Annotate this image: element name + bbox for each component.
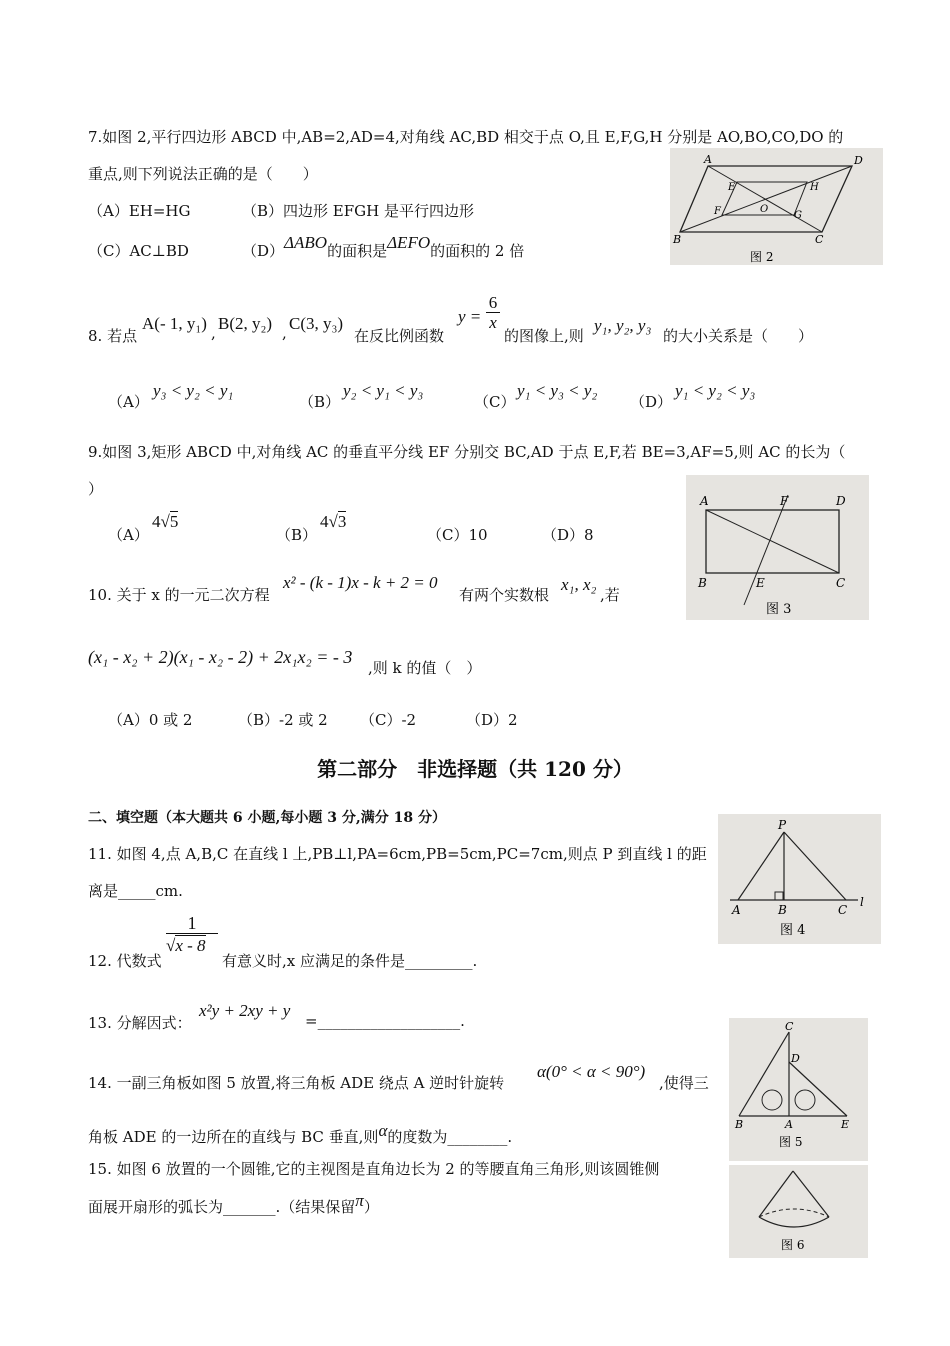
q9-option-b (320, 512, 346, 532)
q12-prefix: 12. 代数式 (88, 952, 162, 970)
fig2-label-h: H (810, 182, 819, 193)
q15-line1: 15. 如图 6 放置的一个圆锥,它的主视图是直角边长为 2 的等腰直角三角形,则该圆锥侧 (88, 1160, 660, 1178)
q14-prefix: 14. 一副三角板如图 5 放置,将三角板 ADE 绕点 A 逆时针旋转 (88, 1074, 505, 1092)
q14-line2-prefix (88, 1121, 513, 1147)
q9-option-a (152, 512, 178, 532)
q8-vars: y₁, y₂, y₃ (594, 316, 652, 335)
q14-line2-post: 的度数为________. (387, 1128, 513, 1146)
fig2-label-g: G (794, 210, 802, 221)
fig2-label-c: C (815, 233, 824, 246)
q15-line2 (88, 1191, 379, 1217)
fig3-label-b: B (698, 576, 707, 590)
q9-option-d: （D）8 (542, 526, 594, 544)
q13-answer-blank: =___________________. (305, 1012, 465, 1030)
q7-option-b: （B）四边形 EFGH 是平行四边形 (242, 202, 474, 220)
fig3-label-c: C (836, 576, 846, 590)
q9-option-a-radicand: 5 (169, 512, 179, 531)
q8-comma-1: , (211, 324, 216, 342)
figure-3-drawing (686, 475, 869, 620)
q8-fn-numerator: 6 (488, 293, 498, 312)
q14-post: ,使得三 (659, 1074, 709, 1092)
figure-6-drawing (729, 1165, 868, 1258)
q7-triangle-efo: ΔEFO (387, 233, 431, 252)
q10-post: ,若 (600, 586, 620, 604)
sqrt-icon: √ (328, 512, 338, 531)
fig3-label-a: A (700, 494, 709, 508)
q8-option-c-label: （C） (474, 393, 516, 411)
fig3-label-d: D (836, 494, 846, 508)
q8-option-a: y₃ < y₂ < y₁ (153, 381, 234, 400)
q8-option-b-label: （B） (299, 393, 341, 411)
fig5-caption: 图 5 (779, 1135, 803, 1149)
q10-condition-post: ,则 k 的值（ ） (368, 659, 482, 677)
fig5-label-b: B (735, 1118, 744, 1131)
q9-line2: ） (88, 480, 104, 498)
q8-option-c: y₁ < y₃ < y₂ (517, 381, 598, 400)
q7-option-d-label: （D） (242, 242, 285, 260)
q8-post: 的大小关系是（ ） (663, 327, 814, 345)
part2-title: 第二部分 非选择题（共 120 分） (317, 757, 633, 781)
q14-line2-pre: 角板 ADE 的一边所在的直线与 BC 垂直,则 (88, 1128, 379, 1146)
figure-6 (729, 1165, 868, 1258)
fig2-label-d: D (854, 154, 863, 167)
q11-line1: 11. 如图 4,点 A,B,C 在直线 l 上,PB⊥l,PA=6cm,PB=5cm,PC=7cm,则点 P 到直线 l 的距 (88, 845, 707, 863)
q9-option-b-label: （B） (276, 526, 318, 544)
q7-option-a: （A）EH=HG (88, 202, 191, 220)
fig3-label-f: F (780, 494, 789, 508)
fig2-caption: 图 2 (750, 250, 774, 264)
q11-line2: 离是_____cm. (88, 882, 183, 900)
q8-fn-lhs: y = (458, 307, 482, 326)
fig3-caption: 图 3 (766, 602, 792, 617)
fig5-label-d: D (791, 1052, 800, 1065)
q7-option-d-post: 的面积的 2 倍 (430, 242, 525, 260)
q10-prefix: 10. 关于 x 的一元二次方程 (88, 586, 270, 604)
fig5-label-a: A (785, 1118, 793, 1131)
fill-section-title: 二、填空题（本大题共 6 小题,每小题 3 分,满分 18 分） (88, 810, 446, 826)
figure-2-drawing (670, 148, 883, 265)
q8-option-d: y₁ < y₂ < y₃ (675, 381, 756, 400)
q8-point-a: A(- 1, y₁) (142, 314, 207, 333)
q13-expression: x²y + 2xy + y (199, 1001, 291, 1020)
fig5-label-e: E (841, 1118, 850, 1131)
figure-5 (729, 1018, 868, 1161)
q8-mid2: 的图像上,则 (504, 327, 584, 345)
q9-option-a-label: （A） (108, 526, 149, 544)
figure-3 (686, 475, 869, 620)
fig3-label-e: E (756, 576, 765, 590)
q8-mid: 在反比例函数 (354, 327, 445, 345)
fig2-label-e: E (728, 182, 736, 193)
figure-4-drawing (718, 814, 881, 944)
q9-line1: 9.如图 3,矩形 ABCD 中,对角线 AC 的垂直平分线 EF 分别交 BC,AD 于点 E,F,若 BE=3,AF=5,则 AC 的长为（ (88, 443, 846, 461)
fig2-label-o: O (760, 204, 769, 215)
q8-option-d-label: （D） (630, 393, 673, 411)
fig5-label-c: C (785, 1020, 794, 1033)
q8-point-c: C(3, y₃) (289, 314, 344, 333)
q8-option-b: y₂ < y₁ < y₃ (343, 381, 424, 400)
q7-option-c: （C）AC⊥BD (88, 242, 189, 260)
fig4-caption: 图 4 (780, 923, 806, 938)
fig4-label-a: A (732, 903, 741, 917)
q12-denominator-wrap (166, 933, 218, 958)
fig4-label-p: P (778, 818, 787, 832)
fig2-label-a: A (704, 153, 712, 166)
figure-2 (670, 148, 883, 265)
q8-point-b: B(2, y₂) (218, 314, 273, 333)
fig2-label-f: F (714, 206, 721, 217)
fig4-label-b: B (778, 903, 787, 917)
q10-option-b: （B）-2 或 2 (238, 711, 328, 729)
q14-alpha: α (378, 1121, 388, 1140)
q12-denominator: x - 8 (175, 936, 206, 955)
q10-option-a: （A）0 或 2 (108, 711, 193, 729)
q12-numerator: 1 (187, 913, 197, 933)
fig4-label-l: l (860, 895, 864, 909)
q7-option-d-mid: 的面积是 (327, 242, 388, 260)
q12-post: 有意义时,x 应满足的条件是_________. (222, 952, 478, 970)
q10-equation: x² - (k - 1)x - k + 2 = 0 (283, 573, 438, 592)
q8-option-a-label: （A） (108, 393, 149, 411)
figure-5-drawing (729, 1018, 868, 1161)
q9-option-b-radicand: 3 (337, 512, 347, 531)
q12-fraction (166, 913, 218, 958)
figure-4 (718, 814, 881, 944)
q15-line2-pre: 面展开扇形的弧长为_______.（结果保留 (88, 1198, 356, 1216)
q8-comma-2: , (282, 324, 287, 342)
fig4-label-c: C (838, 903, 848, 917)
sqrt-icon: √ (160, 512, 170, 531)
q10-mid: 有两个实数根 (459, 586, 550, 604)
q10-condition: (x₁ - x₂ + 2)(x₁ - x₂ - 2) + 2x₁x₂ = - 3 (88, 647, 353, 667)
fig2-label-b: B (673, 233, 682, 246)
q14-angle-range: α(0° < α < 90°) (537, 1062, 646, 1081)
q10-option-c: （C）-2 (360, 711, 417, 729)
q8-fraction (486, 294, 500, 333)
q15-line2-post: ） (363, 1198, 379, 1216)
q8-fn-denominator: x (486, 312, 500, 333)
q8-prefix: 8. 若点 (88, 327, 138, 345)
q9-option-c: （C）10 (427, 526, 488, 544)
q10-option-d: （D）2 (466, 711, 518, 729)
q10-roots: x₁, x₂ (561, 575, 597, 594)
q13-prefix: 13. 分解因式： (88, 1014, 192, 1032)
q9-option-a-coef: 4 (152, 512, 161, 531)
q15-pi: π (355, 1191, 364, 1210)
sqrt-icon: √ (166, 936, 176, 955)
q7-line1: 7.如图 2,平行四边形 ABCD 中,AB=2,AD=4,对角线 AC,BD 相交于点 O,且 E,F,G,H 分别是 AO,BO,CO,DO 的 (88, 128, 844, 146)
q9-option-b-coef: 4 (320, 512, 329, 531)
q7-line2: 重点,则下列说法正确的是（ ） (88, 165, 318, 183)
q7-triangle-abo: ΔABO (284, 233, 328, 252)
q7-option-d (242, 232, 525, 260)
fig6-caption: 图 6 (781, 1238, 805, 1252)
